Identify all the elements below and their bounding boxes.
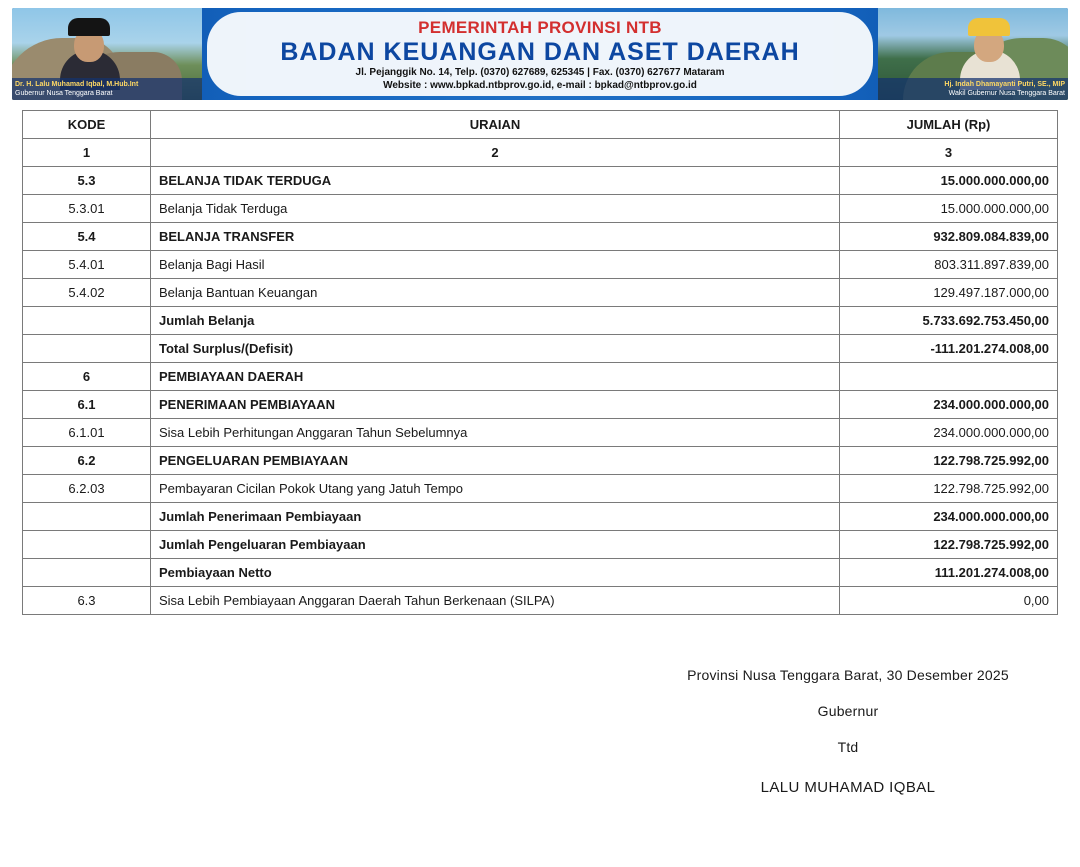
table-row bbox=[23, 307, 1058, 335]
cell-jumlah: 129.497.187.000,00 bbox=[840, 279, 1058, 307]
cell-kode bbox=[23, 503, 151, 531]
table-row bbox=[23, 195, 1058, 223]
column-number-1: 1 bbox=[23, 139, 151, 167]
cell-kode: 6.1.01 bbox=[23, 419, 151, 447]
table-row bbox=[23, 251, 1058, 279]
cell-uraian: PEMBIAYAAN DAERAH bbox=[151, 363, 840, 391]
table-row bbox=[23, 335, 1058, 363]
cell-kode: 5.4.02 bbox=[23, 279, 151, 307]
cell-uraian: BELANJA TIDAK TERDUGA bbox=[151, 167, 840, 195]
cell-jumlah: 234.000.000.000,00 bbox=[840, 391, 1058, 419]
table-row bbox=[23, 391, 1058, 419]
vice-governor-caption bbox=[878, 78, 1068, 100]
header-line-province: PEMERINTAH PROVINSI NTB bbox=[418, 18, 662, 37]
cell-uraian: PENERIMAAN PEMBIAYAAN bbox=[151, 391, 840, 419]
column-header-uraian: URAIAN bbox=[151, 111, 840, 139]
cell-uraian: Pembiayaan Netto bbox=[151, 559, 840, 587]
table-body bbox=[23, 167, 1058, 615]
cell-kode: 6.2.03 bbox=[23, 475, 151, 503]
signature-place-date: Provinsi Nusa Tenggara Barat, 30 Desember 2025 bbox=[687, 667, 1009, 683]
table-row bbox=[23, 503, 1058, 531]
table-row bbox=[23, 223, 1058, 251]
cell-jumlah: 5.733.692.753.450,00 bbox=[840, 307, 1058, 335]
table-row bbox=[23, 531, 1058, 559]
cell-uraian: Sisa Lebih Perhitungan Anggaran Tahun Sebelumnya bbox=[151, 419, 840, 447]
header-photo-left bbox=[12, 8, 202, 100]
column-number-3: 3 bbox=[840, 139, 1058, 167]
cell-jumlah: 122.798.725.992,00 bbox=[840, 475, 1058, 503]
cell-kode: 6.2 bbox=[23, 447, 151, 475]
cell-kode bbox=[23, 307, 151, 335]
document-header bbox=[12, 8, 1068, 100]
cell-uraian: Jumlah Pengeluaran Pembiayaan bbox=[151, 531, 840, 559]
column-header-kode: KODE bbox=[23, 111, 151, 139]
cell-uraian: Belanja Bagi Hasil bbox=[151, 251, 840, 279]
cell-uraian: Belanja Tidak Terduga bbox=[151, 195, 840, 223]
table-row bbox=[23, 279, 1058, 307]
governor-caption bbox=[12, 78, 202, 100]
cell-jumlah: 15.000.000.000,00 bbox=[840, 195, 1058, 223]
header-line-contact: Website : www.bpkad.ntbprov.go.id, e-mail : bpkad@ntbprov.go.id bbox=[383, 80, 697, 91]
cell-jumlah: 234.000.000.000,00 bbox=[840, 503, 1058, 531]
cell-jumlah: 234.000.000.000,00 bbox=[840, 419, 1058, 447]
cell-jumlah: 15.000.000.000,00 bbox=[840, 167, 1058, 195]
governor-name: Dr. H. Lalu Muhamad Iqbal, M.Hub.Int bbox=[15, 81, 139, 88]
cell-uraian: Belanja Bantuan Keuangan bbox=[151, 279, 840, 307]
cell-kode: 5.3.01 bbox=[23, 195, 151, 223]
cell-uraian: PENGELUARAN PEMBIAYAAN bbox=[151, 447, 840, 475]
budget-table bbox=[22, 110, 1058, 615]
cell-uraian: Total Surplus/(Defisit) bbox=[151, 335, 840, 363]
cell-kode: 6.3 bbox=[23, 587, 151, 615]
header-title-block bbox=[207, 12, 873, 96]
column-number-2: 2 bbox=[151, 139, 840, 167]
table-row bbox=[23, 475, 1058, 503]
cell-jumlah: 0,00 bbox=[840, 587, 1058, 615]
signature-name: LALU MUHAMAD IQBAL bbox=[760, 779, 936, 796]
signature-position: Gubernur bbox=[817, 703, 879, 719]
cell-uraian: Jumlah Penerimaan Pembiayaan bbox=[151, 503, 840, 531]
table-header-row bbox=[23, 111, 1058, 139]
cell-kode: 6.1 bbox=[23, 391, 151, 419]
cell-uraian: Pembayaran Cicilan Pokok Utang yang Jatuh Tempo bbox=[151, 475, 840, 503]
cell-uraian: Sisa Lebih Pembiayaan Anggaran Daerah Tahun Berkenaan (SILPA) bbox=[151, 587, 840, 615]
cell-jumlah: 932.809.084.839,00 bbox=[840, 223, 1058, 251]
cell-uraian: BELANJA TRANSFER bbox=[151, 223, 840, 251]
table-row bbox=[23, 559, 1058, 587]
table-row bbox=[23, 419, 1058, 447]
signature-block bbox=[22, 657, 1058, 796]
cell-kode bbox=[23, 335, 151, 363]
table-row bbox=[23, 167, 1058, 195]
cell-kode: 5.4 bbox=[23, 223, 151, 251]
vice-governor-title: Wakil Gubernur Nusa Tenggara Barat bbox=[948, 90, 1065, 97]
cell-kode bbox=[23, 559, 151, 587]
table-row bbox=[23, 363, 1058, 391]
header-line-agency: BADAN KEUANGAN DAN ASET DAERAH bbox=[280, 38, 800, 66]
governor-title: Gubernur Nusa Tenggara Barat bbox=[15, 90, 113, 97]
cell-kode: 5.4.01 bbox=[23, 251, 151, 279]
header-photo-right bbox=[878, 8, 1068, 100]
table-row bbox=[23, 587, 1058, 615]
column-header-jumlah: JUMLAH (Rp) bbox=[840, 111, 1058, 139]
signature-ttd: Ttd bbox=[837, 739, 859, 755]
cell-kode: 6 bbox=[23, 363, 151, 391]
header-line-address: Jl. Pejanggik No. 14, Telp. (0370) 627689, 625345 | Fax. (0370) 627677 Mataram bbox=[355, 67, 725, 78]
cell-jumlah: 803.311.897.839,00 bbox=[840, 251, 1058, 279]
budget-table-wrapper bbox=[22, 110, 1058, 615]
cell-kode bbox=[23, 531, 151, 559]
cell-jumlah: -111.201.274.008,00 bbox=[840, 335, 1058, 363]
cell-kode: 5.3 bbox=[23, 167, 151, 195]
table-row bbox=[23, 447, 1058, 475]
table-column-number-row bbox=[23, 139, 1058, 167]
cell-jumlah: 122.798.725.992,00 bbox=[840, 531, 1058, 559]
cell-jumlah: 111.201.274.008,00 bbox=[840, 559, 1058, 587]
cell-jumlah bbox=[840, 363, 1058, 391]
cell-uraian: Jumlah Belanja bbox=[151, 307, 840, 335]
cell-jumlah: 122.798.725.992,00 bbox=[840, 447, 1058, 475]
vice-governor-name: Hj. Indah Dhamayanti Putri, SE., MIP bbox=[944, 81, 1065, 88]
